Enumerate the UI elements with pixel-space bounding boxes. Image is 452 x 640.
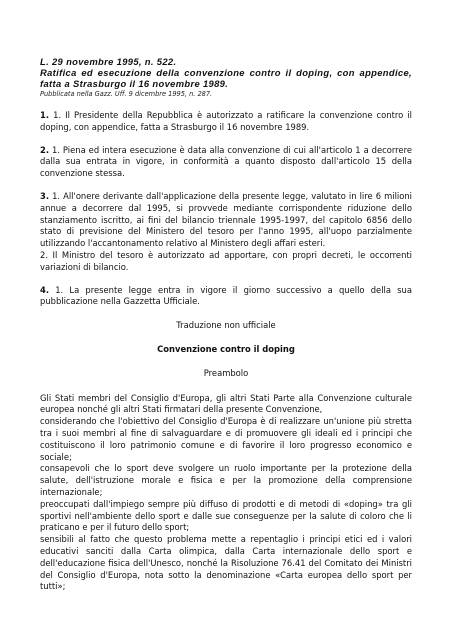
preamble-paragraph: Gli Stati membri del Consiglio d'Europa, gli altri Stati Parte alla Convenzione culturale europea nonché gli altri Stati firmatari della presente Convenzione,	[40, 392, 412, 415]
law-subject: Ratifica ed esecuzione della convenzione contro il doping, con appendice, fatta a Strasburgo il 16 novembre 1989.	[40, 67, 412, 89]
preamble-paragraph: preoccupati dall'impiego sempre più diffuso di prodotti e di metodi di «doping» tra gli sportivi nell'ambiente dello sport e dalle sue conseguenze per la salute di coloro che li praticano e per il futuro dello sport;	[40, 498, 412, 533]
article-4	[40, 285, 412, 309]
article-3	[40, 191, 412, 274]
article-1	[40, 110, 412, 134]
article-paragraph: 4. 1. La presente legge entra in vigore il giorno successivo a quello della sua pubblicazione nella Gazzetta Ufficiale.	[40, 284, 412, 307]
preamble-paragraph: sensibili al fatto che questo problema mette a repentaglio i principi etici ed i valori educativi sanciti dalla Carta olimpica, dalla Carta internazionale dello sport e dell'educazione fisica dell'Unesco, nonché la Risoluzione 76.41 del Comitato dei Ministri del Consiglio d'Europa, nota sotto la denominazione «Carta europea dello sport per tutti»;	[40, 534, 412, 592]
article-paragraph: 1. 1. Il Presidente della Repubblica è autorizzato a ratificare la convenzione contro il doping, con appendice, fatta a Strasburgo il 16 novembre 1989.	[40, 110, 412, 132]
article-paragraph: 2. Il Ministro del tesoro è autorizzato ad apportare, con propri decreti, le occorrenti variazioni di bilancio.	[40, 249, 412, 272]
preamble-paragraph: consapevoli che lo sport deve svolgere un ruolo importante per la protezione della salute, dell'istruzione morale e fisica e per la promozione della comprensione internazionale;	[40, 463, 412, 497]
convention-title: Convenzione contro il doping	[157, 343, 295, 354]
law-reference: L. 29 novembre 1995, n. 522.	[40, 56, 177, 67]
preamble-paragraph: considerando che l'obiettivo del Consiglio d'Europa è di realizzare un'unione più stretta tra i suoi membri al fine di salvaguardare e di promuovere gli ideali ed i principi che costituiscono il loro patrimonio comune e di favorire il loro progresso economico e sociale;	[40, 416, 412, 462]
document-body	[40, 56, 412, 593]
article-number: 2.	[40, 144, 50, 155]
publication-note: Pubblicata nella Gazz. Uff. 9 dicembre 1995, n. 287.	[40, 90, 213, 98]
translation-note: Traduzione non ufficiale	[176, 320, 276, 331]
article-number: 1.	[40, 110, 50, 120]
article-paragraph: 3. 1. All'onere derivante dall'applicazione della presente legge, valutato in lire 6 milioni annue a decorrere dal 1995, si provvede mediante corrispondente riduzione dello stanziamento iscritto, ai fini del bilancio triennale 1995-1997, del capitolo 6856 dello stato di previsione del Ministero del tesoro per l'anno 1995, all'uopo parzialmente utilizzando l'accantonamento relativo al Ministero degli affari esteri.	[40, 190, 412, 249]
preamble-text	[40, 393, 412, 594]
article-number: 3.	[40, 190, 50, 201]
article-paragraph: 2. 1. Piena ed intera esecuzione è data alla convenzione di cui all'articolo 1 a decorrere dalla sua entrata in vigore, in conformità a quanto disposto dall'articolo 15 della convenzione stessa.	[40, 144, 412, 179]
article-2	[40, 145, 412, 180]
law-title	[40, 56, 412, 89]
preamble-heading: Preambolo	[203, 367, 249, 378]
article-number: 4.	[40, 284, 50, 295]
